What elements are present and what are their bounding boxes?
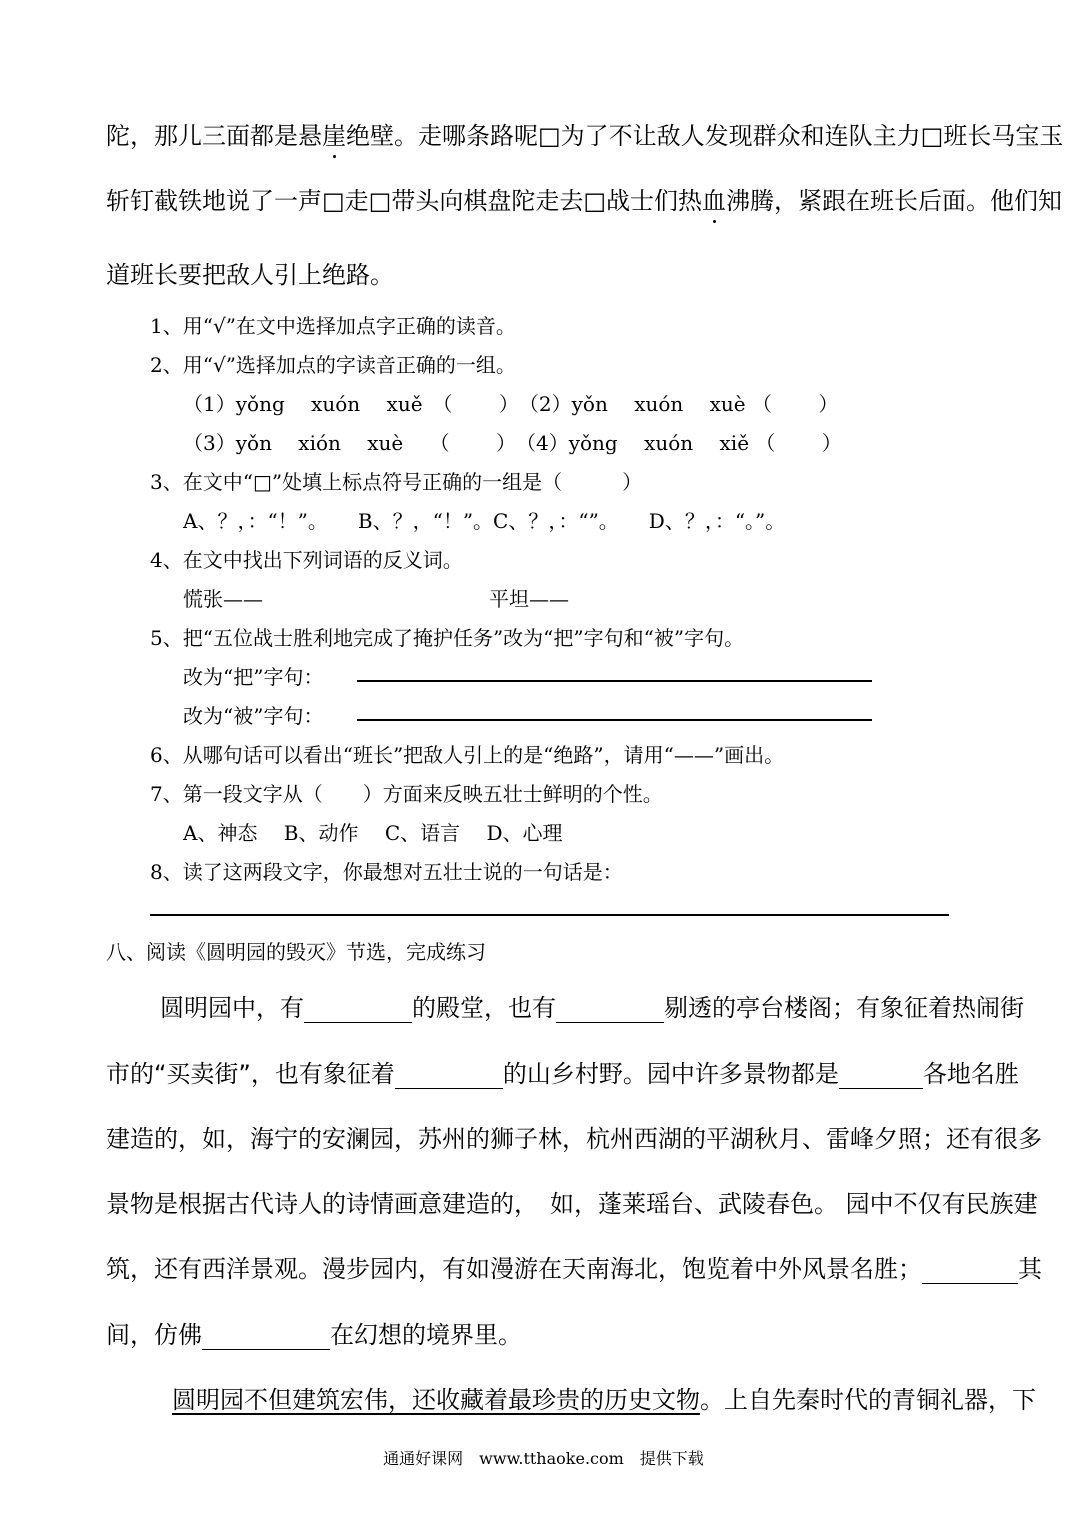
question-2-options-row-2: （3）yǒn xión xuè （ ） （4）yǒng xuón xiě （ ） bbox=[183, 431, 842, 455]
question-8-answer-line[interactable] bbox=[150, 914, 949, 916]
bei-sentence-label: 改为“被”字句： bbox=[183, 704, 324, 728]
passage-line-1: 陀，那儿三面都是悬崖绝壁。走哪条路呢□为了不让敌人发现群众和连队主力□班长马宝玉 bbox=[106, 116, 1063, 151]
page-footer: 通通好课网 www.tthaoke.com 提供下载 bbox=[383, 1449, 704, 1468]
bei-sentence-answer-line[interactable] bbox=[357, 719, 872, 721]
fill-blank[interactable] bbox=[304, 1000, 412, 1023]
question-4: 4、在文中找出下列词语的反义词。 bbox=[150, 548, 463, 572]
antonym-word-1: 慌张—— bbox=[183, 587, 263, 611]
fill-blank[interactable] bbox=[556, 1000, 664, 1023]
question-3-options: A、？，：“！”。 B、？，“！”。C、？，：“”。 D、？，：“。”。 bbox=[183, 509, 786, 533]
fill-blank[interactable] bbox=[395, 1066, 503, 1089]
section-heading: 八、阅读《圆明园的毁灭》节选，完成练习 bbox=[106, 940, 486, 964]
passage-line-2: 斩钉截铁地说了一声□走□带头向棋盘陀走去□战士们热血沸腾，紧跟在班长后面。他们知 bbox=[106, 181, 1062, 216]
question-7-options: A、神态 B、动作 C、语言 D、心理 bbox=[183, 821, 563, 845]
ba-sentence-label: 改为“把”字句： bbox=[183, 665, 324, 689]
fill-blank[interactable] bbox=[202, 1327, 330, 1350]
fill-blank[interactable] bbox=[839, 1066, 923, 1089]
question-2-options-row-1: （1）yǒng xuón xuě （ ） （2）yǒn xuón xuè （ ） bbox=[183, 392, 839, 416]
passage2-line-4: 景物是根据古代诗人的诗情画意建造的， 如，蓬莱瑶台、武陵春色。 园中不仅有民族建 bbox=[106, 1190, 1038, 1218]
underlined-sentence: 圆明园不但建筑宏伟，还收藏着最珍贵的历史文物 bbox=[172, 1386, 700, 1414]
question-3: 3、在文中“□”处填上标点符号正确的一组是（ ） bbox=[150, 470, 643, 494]
question-2: 2、用“√”选择加点的字读音正确的一组。 bbox=[150, 353, 516, 377]
question-7: 7、第一段文字从（ ）方面来反映五壮士鲜明的个性。 bbox=[150, 782, 663, 806]
passage2-line-2: 市的“买卖街”，也有象征着 的山乡村野。园中许多景物都是 各地名胜 bbox=[106, 1060, 1019, 1088]
ba-sentence-answer-line[interactable] bbox=[357, 680, 872, 682]
dotted-char: 血 bbox=[702, 181, 726, 216]
dotted-char: 崖 bbox=[322, 116, 346, 151]
passage2-line-1: 圆明园中，有 的殿堂，也有 剔透的亭台楼阁；有象征着热闹街 bbox=[160, 994, 1024, 1022]
question-5: 5、把“五位战士胜利地完成了掩护任务”改为“把”字句和“被”字句。 bbox=[150, 626, 745, 650]
question-8: 8、读了这两段文字，你最想对五壮士说的一句话是： bbox=[150, 860, 623, 884]
question-1: 1、用“√”在文中选择加点字正确的读音。 bbox=[150, 314, 516, 338]
passage2-line-7: 圆明园不但建筑宏伟，还收藏着最珍贵的历史文物。上自先秦时代的青铜礼器，下 bbox=[172, 1386, 1036, 1414]
fill-blank[interactable] bbox=[922, 1261, 1018, 1284]
question-6: 6、从哪句话可以看出“班长”把敌人引上的是“绝路”，请用“——”画出。 bbox=[150, 743, 785, 767]
passage2-line-6: 间，仿佛 在幻想的境界里。 bbox=[106, 1321, 522, 1349]
antonym-word-2: 平坦—— bbox=[489, 587, 569, 611]
passage-line-3: 道班长要把敌人引上绝路。 bbox=[106, 261, 394, 289]
passage2-line-5: 筑，还有西洋景观。漫步园内，有如漫游在天南海北，饱览着中外风景名胜； 其 bbox=[106, 1255, 1042, 1283]
passage2-line-3: 建造的，如，海宁的安澜园，苏州的狮子林，杭州西湖的平湖秋月、雷峰夕照；还有很多 bbox=[106, 1125, 1042, 1153]
